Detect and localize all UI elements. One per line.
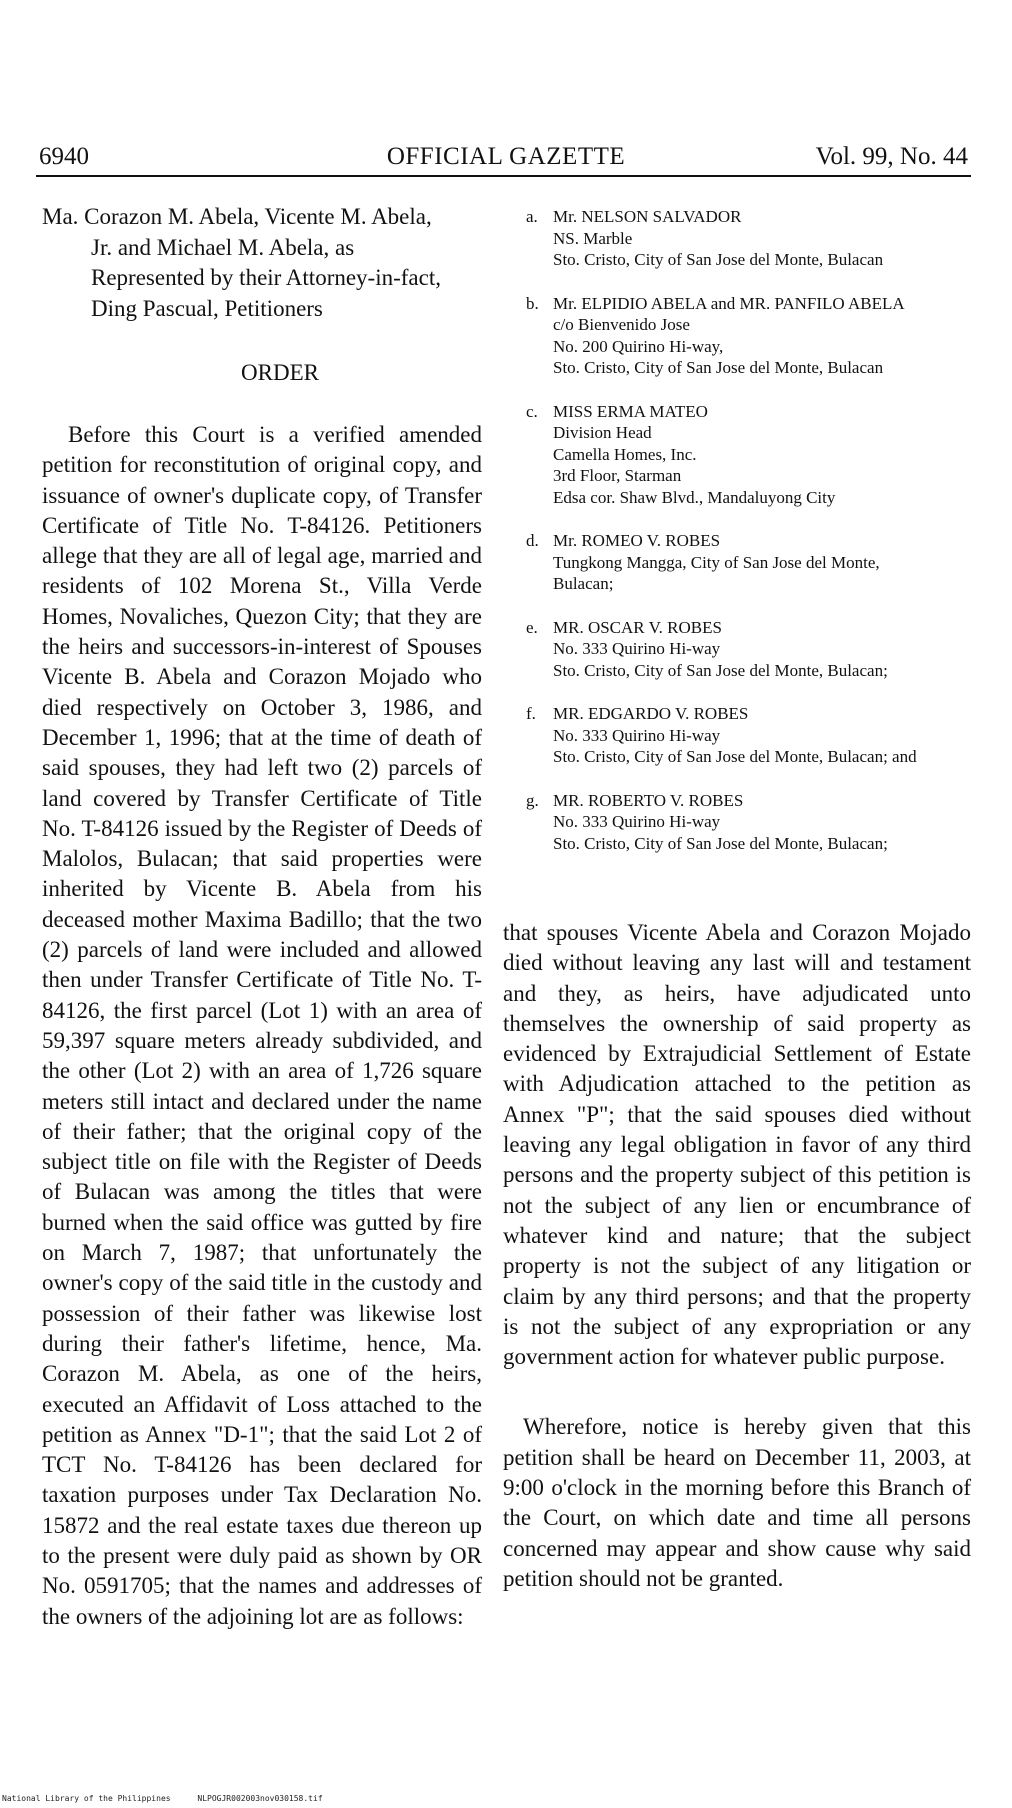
owner-line: 3rd Floor, Starman	[553, 466, 682, 485]
notice-paragraph: Wherefore, notice is hereby given that this petition shall be heard on December 11, 2003, at 9:00 o'clock in the morning before this Branch of the Court, on which date and time all persons concerned may appear and show cause why said petition should not be granted.	[503, 1414, 971, 1591]
owner-letter: g.	[526, 790, 539, 810]
owner-letter: f.	[526, 704, 536, 723]
continuation-paragraph: that spouses Vicente Abela and Corazon Mojado died without leaving any last will and testament and they, as heirs, have adjudicated unto themselves the ownership of said property as evidenced by Extrajudicial Settlement of Estate with Adjudication attached to the petition as Annex "P"; that the said spouses died without leaving any legal obligation in favor of any third persons and the property subject of this petition is not the subject of any lien or encumbrance of whatever kind and nature; that the subject property is not the subject of any litigation or claim by any third persons; and that the property is not the subject of any expropriation or any government action for whatever public purpose.	[503, 920, 971, 1370]
caption-line: Represented by their Attorney-in-fact,	[91, 265, 441, 290]
owner-entry	[526, 293, 986, 379]
owner-entry	[526, 206, 986, 271]
page-number: 6940	[39, 143, 89, 170]
owner-line: Mr. ELPIDIO ABELA and MR. PANFILO ABELA	[553, 293, 905, 313]
caption-line: Jr. and Michael M. Abela, as	[91, 234, 355, 260]
owner-letter: b.	[526, 293, 539, 313]
owner-line: Sto. Cristo, City of San Jose del Monte, Bulacan	[553, 358, 884, 377]
publication-title: OFFICIAL GAZETTE	[386, 143, 626, 170]
caption-line: Ding Pascual, Petitioners	[91, 295, 323, 321]
order-heading: ORDER	[241, 360, 319, 385]
owner-line: Division Head	[553, 423, 652, 442]
owner-entry	[526, 790, 986, 855]
owner-letter: d.	[526, 531, 539, 550]
owner-line: Camella Homes, Inc.	[553, 444, 697, 464]
owner-letter: a.	[526, 207, 538, 226]
adjoining-owners-list	[526, 206, 986, 876]
owner-line: No. 200 Quirino Hi-way,	[553, 336, 724, 356]
owner-line: Edsa cor. Shaw Blvd., Mandaluyong City	[553, 487, 836, 507]
owner-entry	[526, 703, 986, 768]
volume-number: Vol. 99, No. 44	[815, 143, 968, 170]
right-column	[503, 918, 971, 1594]
file-label: NLPOGJR002003nov030158.tif	[197, 1794, 323, 1803]
order-body	[42, 420, 482, 1632]
owner-line: Bulacan;	[553, 574, 614, 593]
owner-letter: e.	[526, 617, 538, 637]
owner-line: Sto. Cristo, City of San Jose del Monte, Bulacan	[553, 250, 884, 269]
owner-line: MR. OSCAR V. ROBES	[553, 617, 722, 637]
owner-line: Sto. Cristo, City of San Jose del Monte, Bulacan;	[553, 833, 888, 853]
header-rule	[36, 175, 971, 177]
owner-line: Sto. Cristo, City of San Jose del Monte, Bulacan;	[553, 660, 888, 680]
owner-line: MR. ROBERTO V. ROBES	[553, 790, 744, 810]
owner-line: Mr. ROMEO V. ROBES	[553, 531, 721, 550]
owner-entry	[526, 530, 986, 595]
owner-line: NS. Marble	[553, 228, 633, 248]
owner-entry	[526, 401, 986, 509]
library-label: National Library of the Philippines	[2, 1794, 171, 1803]
owner-line: c/o Bienvenido Jose	[553, 315, 690, 334]
owner-line: No. 333 Quirino Hi-way	[553, 639, 721, 658]
owner-entry	[526, 617, 986, 682]
owner-line: MISS ERMA MATEO	[553, 401, 708, 421]
owner-letter: c.	[526, 401, 538, 421]
owner-line: Tungkong Mangga, City of San Jose del Monte,	[553, 552, 880, 572]
owner-line: Mr. NELSON SALVADOR	[553, 207, 742, 226]
scan-footer	[2, 1794, 345, 1804]
left-column	[42, 202, 482, 1632]
owner-line: No. 333 Quirino Hi-way	[553, 812, 721, 831]
case-caption	[42, 202, 482, 324]
owner-line: MR. EDGARDO V. ROBES	[553, 704, 749, 723]
owner-line: Sto. Cristo, City of San Jose del Monte, Bulacan; and	[553, 747, 917, 766]
body-paragraph: Before this Court is a verified amended petition for reconstitution of original copy, and issuance of owner's duplicate copy, of Transfer Certificate of Title No. T-84126. Petitioners allege that they are all of legal age, married and residents of 102 Morena St., Villa Verde Homes, Novaliches, Quezon City; that they are the heirs and successors-in-interest of Spouses Vicente B. Abela and Corazon Mojado who died respectively on October 3, 1986, and December 1, 1996; that at the time of death of said spouses, they had left two (2) parcels of land covered by Transfer Certificate of Title No. T-84126 issued by the Register of Deeds of Malolos, Bulacan; that said properties were inherited by Vicente B. Abela from his deceased mother Maxima Badillo; that the two (2) parcels of land were included and allowed then under Transfer Certificate of Title No. T-84126, the first parcel (Lot 1) with an area of 59,397 square meters already subdivided, and the other (Lot 2) with an area of 1,726 square meters still intact and declared under the name of their father; that the original copy of the subject title on file with the Register of Deeds of Bulacan was among the titles that were burned when the said office was gutted by fire on March 7, 1987; that unfortunately the owner's copy of the said title in the custody and possession of their father was likewise lost during their father's lifetime, hence, Ma. Corazon M. Abela, as one of the heirs, executed an Affidavit of Loss attached to the petition as Annex "D-1"; that the said Lot 2 of TCT No. T-84126 has been declared for taxation purposes under Tax Declaration No. 15872 and the real estate taxes due thereon up to the present were duly paid as shown by OR No. 0591705; that the names and addresses of the owners of the adjoining lot are as follows:	[42, 422, 482, 1629]
caption-line: Ma. Corazon M. Abela, Vicente M. Abela,	[42, 204, 432, 229]
owner-line: No. 333 Quirino Hi-way	[553, 725, 721, 745]
